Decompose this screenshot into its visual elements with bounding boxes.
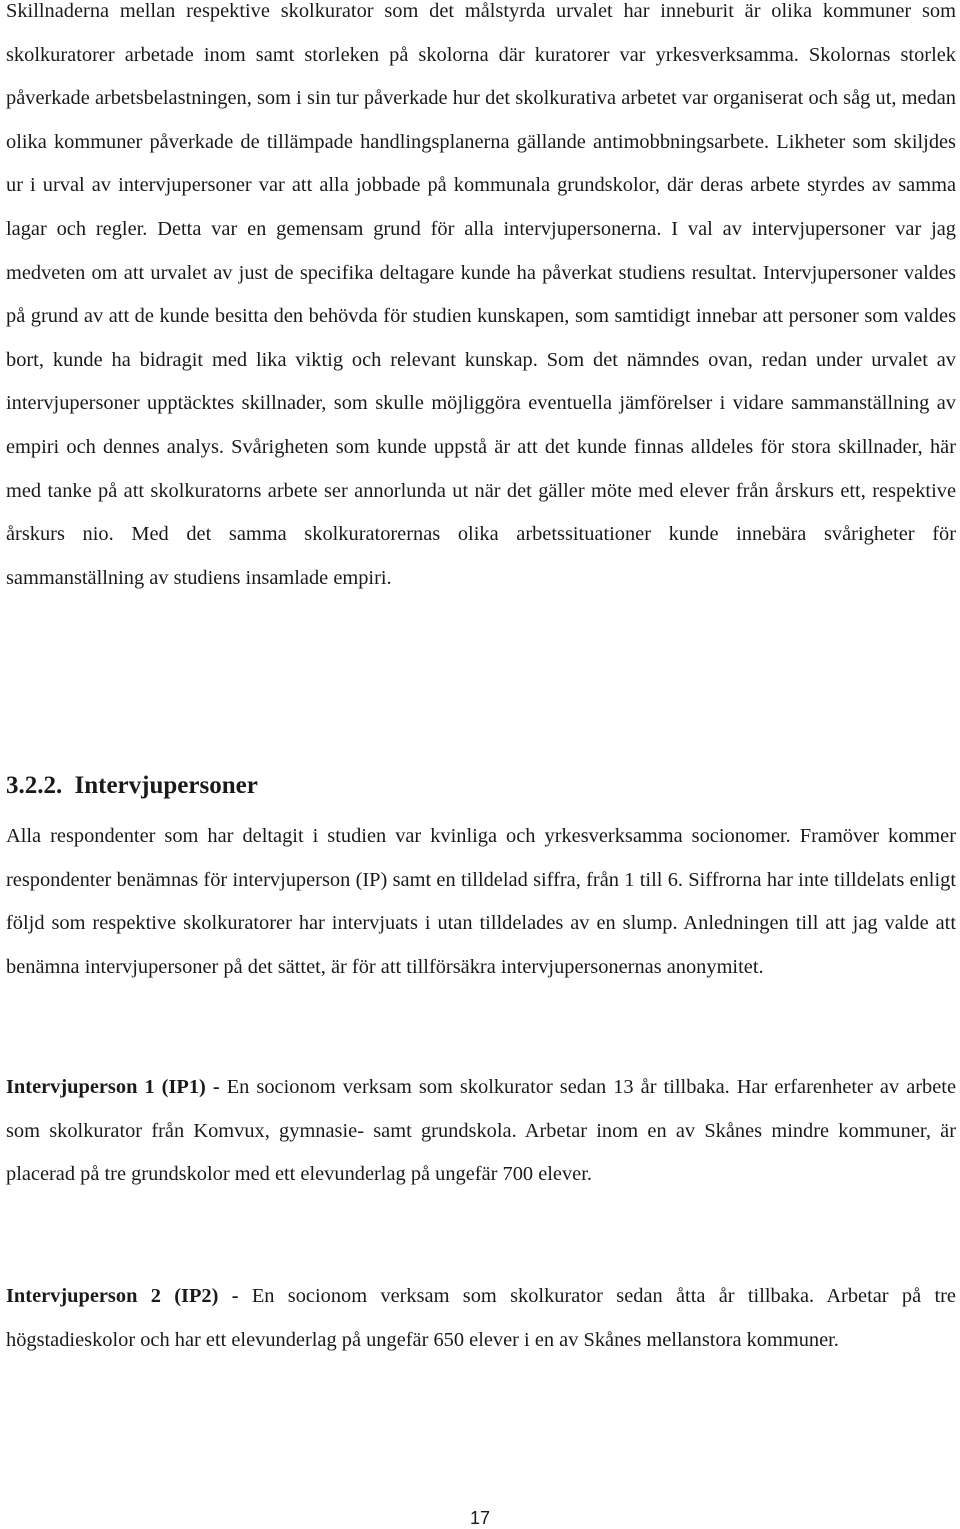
- section-number: 3.2.2.: [6, 772, 63, 799]
- interviewee-2-label: Intervjuperson 2 (IP2) -: [6, 1285, 239, 1307]
- page-number: 17: [469, 1508, 491, 1528]
- intro-paragraph: Skillnaderna mellan respektive skolkurator som det målstyrda urvalet har inneburit är olika kommuner som skolkuratorer arbetade inom samt storleken på skolorna där kuratorer var yrkesverksamma. Skolornas storlek påverkade arbetsbelastningen, som i sin tur påverkade hur det skolkurativa arbetet var organiserat och såg ut, medan olika kommuner påverkade de tillämpade handlingsplanerna gällande antimobbningsarbete. Likheter som skiljdes ur i urval av intervjupersoner var att alla jobbade på kommunala grundskolor, där deras arbete styrdes av samma lagar och regler. Detta var en gemensam grund för alla intervjupersonerna. I val av intervjupersoner var jag medveten om att urvalet av just de specifika deltagare kunde ha påverkat studiens resultat. Intervjupersoner valdes på grund av att de kunde besitta den behövda för studien kunskapen, som samtidigt innebar att personer som valdes bort, kunde ha bidragit med lika viktig och relevant kunskap. Som det nämndes ovan, redan under urvalet av intervjupersoner upptäcktes skillnader, som skulle möjliggöra eventuella jämförelser i vidare sammanställning av empiri och dennes analys. Svårigheten som kunde uppstå är att det kunde finnas alldeles för stora skillnader, här med tanke på att skolkuratorns arbete ser annorlunda ut när det gäller möte med elever från årskurs ett, respektive årskurs nio. Med det samma skolkuratorernas olika arbetssituationer kunde innebära svårigheter för sammanställning av studiens insamlade empiri.: [6, 0, 956, 589]
- interviewee-2-text: En socionom verksam som skolkurator sedan åtta år tillbaka. Arbetar på tre högstadieskolor och har ett elevunderlag på ungefär 650 elever i en av Skånes mellanstora kommuner.: [6, 1285, 956, 1351]
- interviewee-2-paragraph: [6, 1275, 956, 1362]
- section-heading: [6, 766, 258, 806]
- interviewee-1-label: Intervjuperson 1 (IP1) -: [6, 1076, 220, 1098]
- section-body-paragraph: Alla respondenter som har deltagit i studien var kvinliga och yrkesverksamma socionomer. Framöver kommer respondenter benämnas för intervjuperson (IP) samt en tilldelad siffra, från 1 till 6. Siffrorna har inte tilldelats enligt följd som respektive skolkuratorer har intervjuats i utan tilldelades av en slump. Anledningen till att jag valde att benämna intervjupersoner på det sättet, är för att tillförsäkra intervjupersonernas anonymitet.: [6, 825, 956, 978]
- interviewee-1-text: En socionom verksam som skolkurator sedan 13 år tillbaka. Har erfarenheter av arbete som skolkurator från Komvux, gymnasie- samt grundskola. Arbetar inom en av Skånes mindre kommuner, är placerad på tre grundskolor med ett elevunderlag på ungefär 700 elever.: [6, 1076, 957, 1186]
- interviewee-1-paragraph: [6, 1066, 956, 1197]
- section-title: Intervjupersoner: [74, 772, 258, 799]
